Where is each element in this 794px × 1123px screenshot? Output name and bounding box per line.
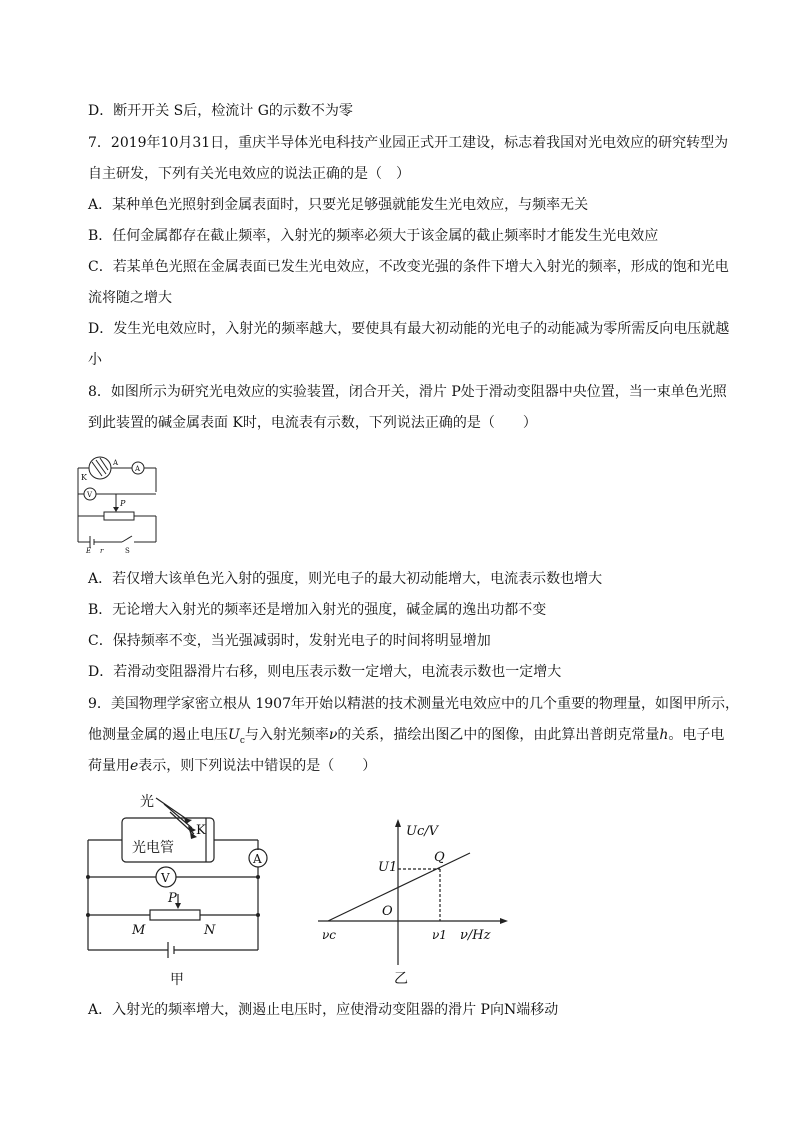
- q9-stem-line2: [88, 725, 728, 751]
- y-axis-label: Uc/V: [406, 824, 439, 839]
- q7-option-c-line2: 流将随之增大: [88, 290, 172, 306]
- rheostat-icon: [104, 512, 134, 520]
- q9-figure-jia: [80, 790, 280, 990]
- caption-jia: 甲: [170, 972, 184, 988]
- meter-v-label: V: [161, 871, 170, 885]
- q8-option-a: A．若仅增大该单色光入射的强度，则光电子的最大初动能增大，电流表示数也增大: [88, 571, 603, 587]
- q8-option-d: D．若滑动变阻器滑片右移，则电压表示数一定增大，电流表示数也一定增大: [88, 664, 562, 680]
- q7-option-a: A．某种单色光照射到金属表面时，只要光足够强就能发生光电效应，与频率无关: [88, 197, 589, 213]
- label-u1: U1: [378, 860, 398, 875]
- q7-option-c-line1: C．若某单色光照在金属表面已发生光电效应，不改变光强的条件下增大入射光的频率，形成的饱和光电: [88, 259, 729, 275]
- q9-option-a: A．入射光的频率增大，测遏止电压时，应使滑动变阻器的滑片 P向N端移动: [88, 1002, 559, 1018]
- q9-stem-text: 他测量金属的遏止电压: [88, 727, 228, 743]
- q8-meter-v: V: [87, 491, 93, 499]
- q8-option-c: C．保持频率不变，当光强减弱时，发射光电子的时间将明显增加: [88, 633, 491, 649]
- q9-stem-line3: [88, 756, 728, 776]
- q8-stem-line2: 到此装置的碱金属表面 K时，电流表有示数，下列说法正确的是（ ）: [88, 415, 537, 431]
- q7-option-d-line1: D．发生光电效应时，入射光的频率越大，要使具有最大初动能的光电子的动能减为零所需反向电压就越: [88, 321, 730, 337]
- label-q: Q: [434, 850, 445, 865]
- symbol-sub-c: c: [239, 735, 245, 746]
- label-v1: ν1: [432, 928, 447, 942]
- q9-stem-text: 与入射光频率: [244, 727, 329, 743]
- q8-label-r: r: [100, 547, 104, 554]
- q7-stem-line2: 自主研发，下列有关光电效应的说法正确的是（ ）: [88, 166, 410, 182]
- q6-option-d: D．断开开关 S后，检流计 G的示数不为零: [88, 103, 353, 119]
- q8-circuit-figure: [70, 450, 170, 554]
- symbol-e: e: [130, 758, 139, 774]
- label-phototube: 光电管: [132, 840, 174, 856]
- q9-stem-text: 的关系，描绘出图乙中的图像，由此算出普朗克常量: [337, 727, 660, 743]
- label-p: P: [168, 891, 177, 906]
- label-vc: νc: [322, 928, 337, 942]
- label-k: K: [196, 823, 206, 838]
- q8-label-p: P: [120, 499, 126, 508]
- q9-stem-text: 表示，则下列说法中错误的是（ ）: [138, 758, 377, 774]
- q9-stem-text: 荷量用: [88, 758, 130, 774]
- q7-option-d-line2: 小: [88, 352, 102, 368]
- label-n: N: [204, 923, 216, 938]
- symbol-u: U: [228, 727, 240, 743]
- meter-a-label: A: [253, 852, 262, 866]
- q9-stem-line1: 9．美国物理学家密立根从 1907年开始以精湛的技术测量光电效应中的几个重要的物理量，如图甲所示，: [88, 696, 739, 712]
- q8-label-e: E: [86, 547, 92, 554]
- label-light: 光: [140, 794, 154, 810]
- graph-line: [328, 853, 470, 921]
- q8-label-a: A: [113, 459, 119, 467]
- q8-meter-a: A: [135, 465, 141, 473]
- q8-label-s: S: [125, 547, 130, 554]
- q7-stem-line1: 7．2019年10月31日，重庆半导体光电科技产业园正式开工建设，标志着我国对光电效应的研究转型为: [88, 135, 729, 151]
- q8-option-b: B．无论增大入射光的频率还是增加入射光的强度，碱金属的逸出功都不变: [88, 602, 547, 618]
- label-o: O: [382, 904, 393, 919]
- label-m: M: [132, 923, 146, 938]
- symbol-h: h: [659, 727, 669, 743]
- rheostat-icon: [150, 910, 200, 920]
- symbol-nu: ν: [328, 727, 338, 743]
- caption-yi: 乙: [394, 971, 408, 987]
- q8-stem-line1: 8．如图所示为研究光电效应的实验装置，闭合开关，滑片 P处于滑动变阻器中央位置，当一束单色光照: [88, 384, 727, 400]
- q7-option-b: B．任何金属都存在截止频率，入射光的频率必须大于该金属的截止频率时才能发生光电效应: [88, 228, 659, 244]
- phototube-icon: [89, 457, 111, 479]
- switch-icon: [122, 536, 132, 542]
- q8-label-k: K: [81, 473, 87, 482]
- q9-stem-text: 。电子电: [668, 727, 725, 743]
- q9-figure-yi: [310, 815, 520, 990]
- x-axis-label: ν/Hz: [460, 928, 491, 943]
